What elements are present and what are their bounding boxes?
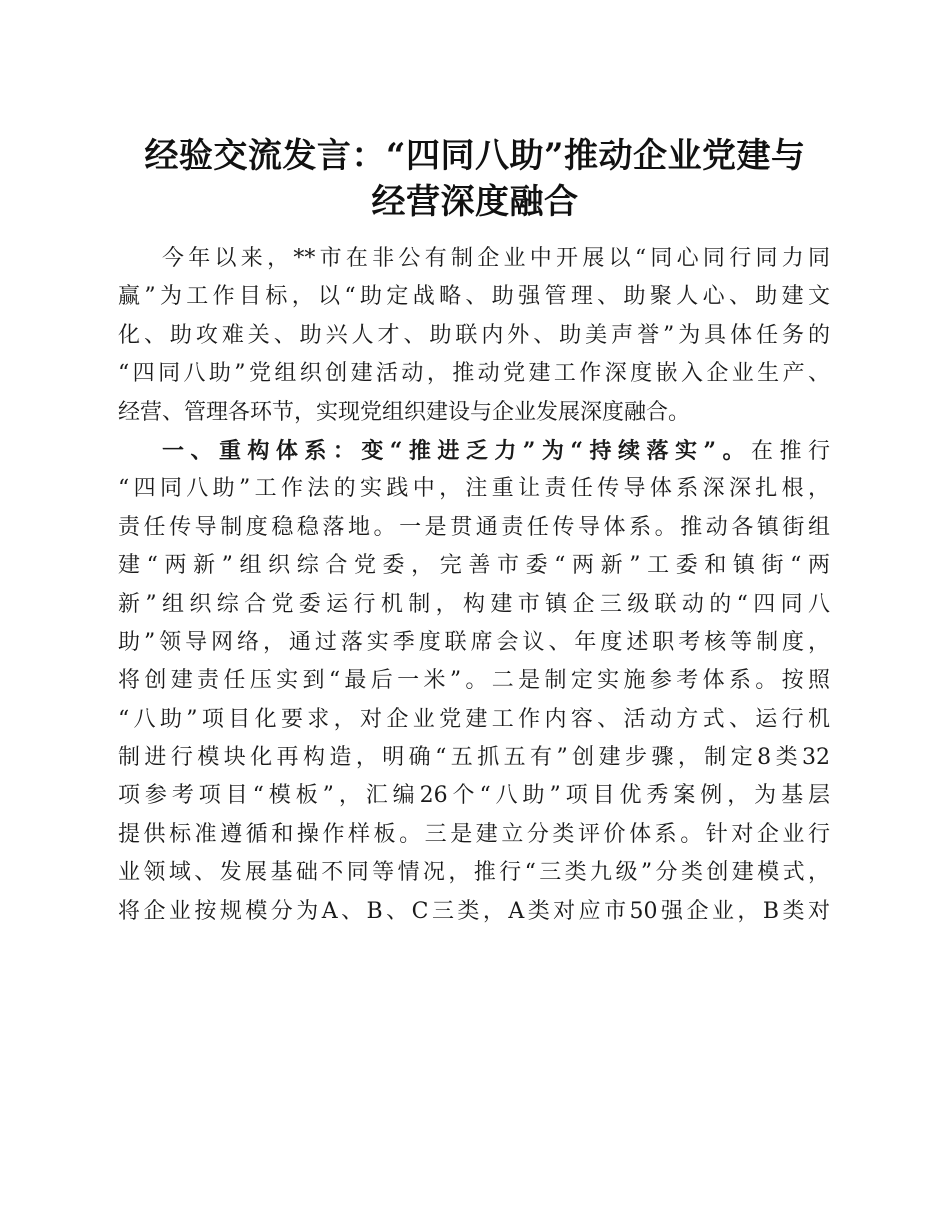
title-line-2: 经营深度融合 <box>371 182 579 222</box>
paragraph-intro <box>118 240 830 432</box>
paragraph-line: 制进行模块化再构造，明确“五抓五有”创建步骤，制定8类32 <box>118 745 830 771</box>
paragraph-line: “八助”项目化要求，对企业党建工作内容、活动方式、运行机 <box>118 706 830 732</box>
paragraph-line: “四同八助”党组织创建活动，推动党建工作深度嵌入企业生产、 <box>118 361 830 387</box>
paragraph-line: 今年以来，**市在非公有制企业中开展以“同心同行同力同 <box>162 246 830 271</box>
paragraph-line: 赢”为工作目标，以“助定战略、助强管理、助聚人心、助建文 <box>118 284 830 310</box>
section-heading-rest: 在推行 <box>751 438 830 464</box>
paragraph-line: 化、助攻难关、助兴人才、助联内外、助美声誉”为具体任务的 <box>118 322 830 348</box>
paragraph-line: 新”组织综合党委运行机制，构建市镇企三级联动的“四同八 <box>118 591 830 617</box>
document-body <box>118 240 830 931</box>
title-line-1: 经验交流发言：“四同八助”推动企业党建与 <box>144 136 806 176</box>
paragraph-section-1 <box>118 432 830 931</box>
section-heading: 一、重构体系：变“推进乏力”为“持续落实”。 <box>162 437 752 464</box>
paragraph-line: “四同八助”工作法的实践中，注重让责任传导体系深深扎根， <box>118 476 830 502</box>
paragraph-line: 经营、管理各环节，实现党组织建设与企业发展深度融合。 <box>118 399 691 425</box>
paragraph-line: 责任传导制度稳稳落地。一是贯通责任传导体系。推动各镇街组 <box>118 514 830 540</box>
paragraph-line: 将企业按规模分为A、B、C三类，A类对应市50强企业，B类对 <box>118 898 830 924</box>
paragraph-line: 业领域、发展基础不同等情况，推行“三类九级”分类创建模式， <box>118 860 830 886</box>
paragraph-line: 将创建责任压实到“最后一米”。二是制定实施参考体系。按照 <box>118 668 830 694</box>
paragraph-line: 项参考项目“模板”，汇编26个“八助”项目优秀案例，为基层 <box>118 783 830 809</box>
paragraph-line: 助”领导网络，通过落实季度联席会议、年度述职考核等制度， <box>118 629 830 655</box>
document-title <box>100 133 850 225</box>
section-heading-line <box>118 432 830 470</box>
paragraph-line: 提供标准遵循和操作样板。三是建立分类评价体系。针对企业行 <box>118 821 830 847</box>
paragraph-line: 建“两新”组织综合党委，完善市委“两新”工委和镇街“两 <box>118 553 830 579</box>
